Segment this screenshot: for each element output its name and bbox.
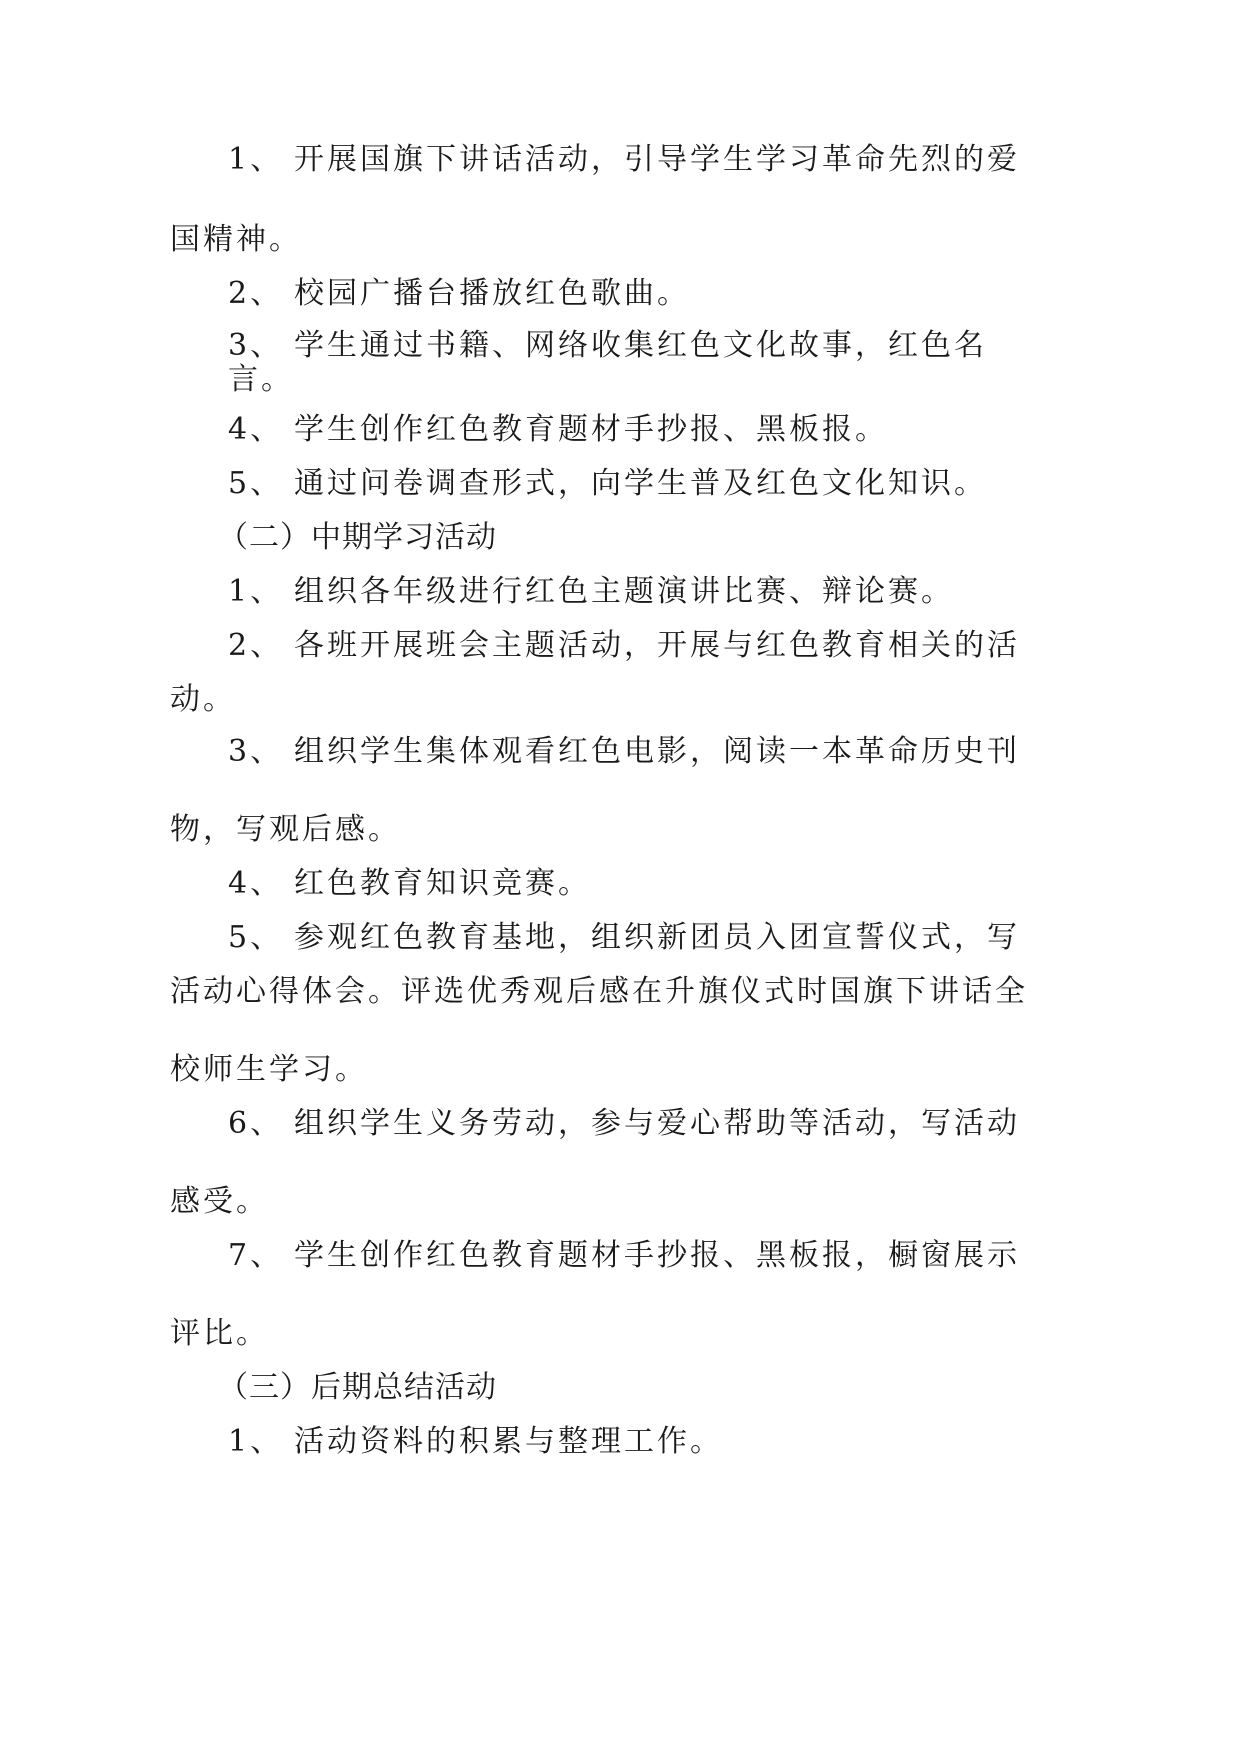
item-text: 言。 [228, 362, 294, 397]
item-number: 1、 [228, 142, 284, 177]
item-text: 红色教育知识竞赛。 [294, 866, 591, 901]
item-number: 5、 [228, 920, 284, 955]
item-number: 4、 [228, 412, 284, 447]
item-text: 组织学生义务劳动，参与爱心帮助等活动，写活动 [294, 1106, 1020, 1141]
item-text: 国精神。 [170, 222, 302, 257]
item-text: 活动资料的积累与整理工作。 [294, 1424, 723, 1459]
list-item-4 [228, 412, 888, 448]
item-text: 通过问卷调查形式，向学生普及红色文化知识。 [294, 466, 987, 501]
item-text: 学生创作红色教育题材手抄报、黑板报，橱窗展示 [294, 1238, 1020, 1273]
item-text: 学生通过书籍、网络收集红色文化故事，红色名 [294, 328, 987, 363]
item-text: 学生创作红色教育题材手抄报、黑板报。 [294, 412, 888, 447]
item-number: 1、 [228, 1424, 284, 1459]
item-number: 4、 [228, 866, 284, 901]
item-text: 各班开展班会主题活动，开展与红色教育相关的活 [294, 628, 1020, 663]
item-text: 开展国旗下讲话活动，引导学生学习革命先烈的爱 [294, 142, 1020, 177]
list-item-4 [228, 866, 591, 902]
list-item-6 [228, 1106, 1020, 1142]
list-item-3 [228, 734, 1020, 770]
list-item-5 [228, 466, 987, 502]
item-text: 参观红色教育基地，组织新团员入团宣誓仪式，写 [294, 920, 1020, 955]
list-item-1 [228, 142, 1020, 178]
item-number: 5、 [228, 466, 284, 501]
continuation-line [170, 1184, 269, 1220]
item-text: 校师生学习。 [170, 1052, 368, 1087]
list-item-7 [228, 1238, 1020, 1274]
list-item-1 [228, 1424, 723, 1460]
continuation-line [170, 974, 1028, 1010]
continuation-line [170, 682, 236, 718]
item-number: 7、 [228, 1238, 284, 1273]
item-text: 活动心得体会。评选优秀观后感在升旗仪式时国旗下讲话全 [170, 974, 1028, 1009]
item-number: 2、 [228, 628, 284, 663]
continuation-line [170, 812, 401, 848]
list-item-2 [228, 276, 690, 312]
item-text: 物，写观后感。 [170, 812, 401, 847]
list-item-5 [228, 920, 1020, 956]
section-heading-midterm [218, 520, 497, 556]
item-number: 3、 [228, 734, 284, 769]
item-number: 3、 [228, 328, 284, 363]
item-number: 6、 [228, 1106, 284, 1141]
continuation-line [228, 362, 294, 398]
item-number: 1、 [228, 574, 284, 609]
section-heading-final [218, 1370, 497, 1406]
list-item-2 [228, 628, 1020, 664]
section-heading-text: （二）中期学习活动 [218, 520, 497, 555]
item-text: 感受。 [170, 1184, 269, 1219]
list-item-1 [228, 574, 954, 610]
item-text: 校园广播台播放红色歌曲。 [294, 276, 690, 311]
continuation-line [170, 1316, 269, 1352]
item-text: 组织学生集体观看红色电影，阅读一本革命历史刊 [294, 734, 1020, 769]
item-number: 2、 [228, 276, 284, 311]
continuation-line [170, 1052, 368, 1088]
item-text: 评比。 [170, 1316, 269, 1351]
item-text: 组织各年级进行红色主题演讲比赛、辩论赛。 [294, 574, 954, 609]
continuation-line [170, 222, 302, 258]
list-item-3 [228, 328, 987, 364]
item-text: 动。 [170, 682, 236, 717]
section-heading-text: （三）后期总结活动 [218, 1370, 497, 1405]
